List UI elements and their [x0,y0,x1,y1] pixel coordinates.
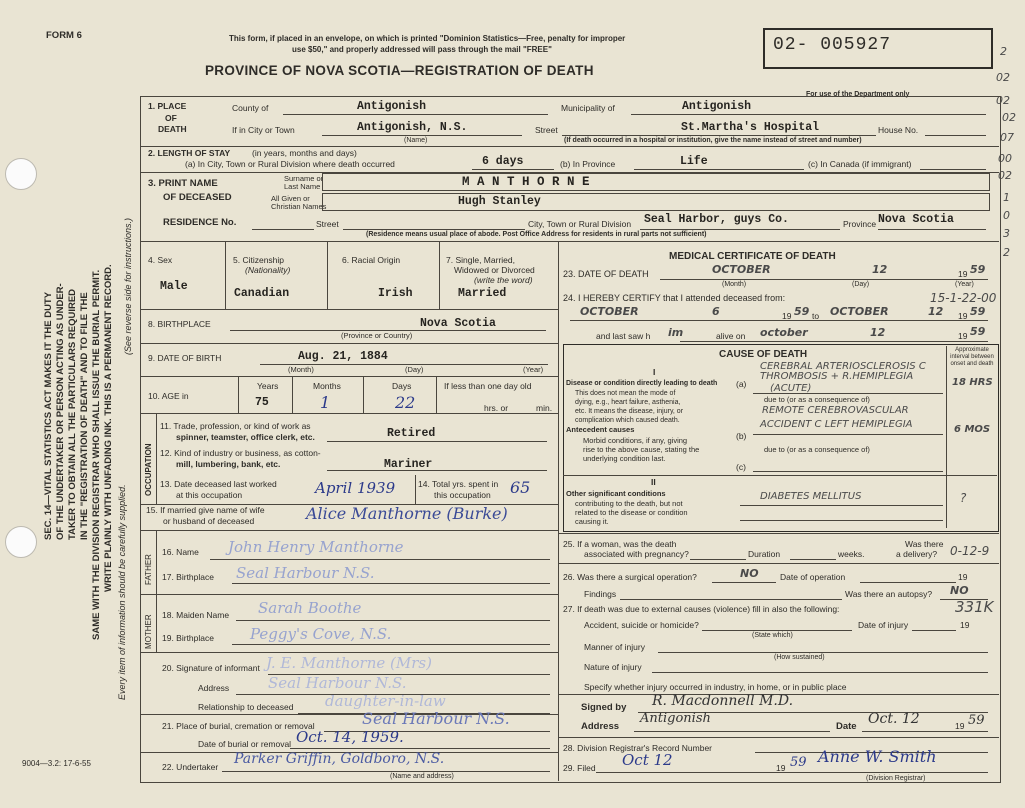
mother-birthplace-value: Peggy's Cove, N.S. [250,625,392,643]
racial-origin-value: Irish [378,287,413,300]
stay-province-label: (b) In Province [560,159,616,169]
form-number: FORM 6 [46,30,82,41]
street-label: Street [535,125,558,135]
relationship-label: Relationship to deceased [198,702,294,712]
occupation-section-label: OCCUPATION [144,443,153,496]
findings-label: Findings [584,589,617,599]
accident-caption: (State which) [752,632,793,639]
certificate-year-value: 59 [968,713,985,728]
age-min-label: min. [536,403,553,413]
side-instruction-5: SAME WITH THE DIVISION REGISTRAR WHO SHALL ISSUE THE BURIAL PERMIT. [91,269,102,640]
county-label: County of [232,103,269,113]
age-under-day-label: If less than one day old [444,381,532,391]
margin-code-11: 2 [1003,246,1010,259]
nature-label: Nature of injury [584,662,642,672]
surname-label: Surname or [284,174,324,183]
burial-place-label: 21. Place of burial, cremation or removal [162,721,315,731]
death-day-value: 12 [872,263,888,276]
age-months-value: 1 [320,393,331,412]
trade-label-2: spinner, teamster, office clerk, etc. [176,432,315,442]
side-instruction-8: (See reverse side for instructions.) [123,217,133,355]
total-years-value: 65 [510,478,531,497]
side-instruction-1: SEC. 14—VITAL STATISTICS ACT MAKES IT THE DUTY [43,291,54,540]
immediate-note-3: etc. It means the disease, injury, or [575,408,684,415]
date-of-death-label: 23. DATE OF DEATH [563,269,649,279]
margin-code-9: 0 [1003,209,1010,222]
cause-c-label: (c) [736,462,746,472]
marital-label: 7. Single, Married, [446,255,515,265]
certificate-date-value: Oct. 12 [868,711,920,727]
cause-a-line1: CEREBRAL ARTERIOSCLEROSIS C [760,361,926,372]
residence-note: (Residence means usual place of abode. Post Office Address for residents in rural parts not sufficient) [366,231,707,238]
death-year-value: 59 [970,263,986,276]
stay-canada-label: (c) In Canada (if immigrant) [808,159,912,169]
informant-label: 20. Signature of informant [162,663,260,673]
birthplace-value: Nova Scotia [420,317,496,330]
margin-code-5: 07 [1000,131,1014,144]
filed-date-value: Oct 12 [622,751,673,769]
residence-province-label: Province [843,219,877,229]
trade-label: 11. Trade, profession, or kind of work as [160,421,311,431]
punch-hole-top [5,158,37,190]
cause-a-line2: THROMBOSIS + R.HEMIPLEGIA [760,371,914,382]
age-days-value: 22 [395,393,416,412]
relationship-value: daughter-in-law [325,692,446,710]
antecedent-label: Antecedent causes [566,425,635,434]
attended-from-month: OCTOBER [580,305,639,318]
cause-b-line1: REMOTE CEREBROVASCULAR [762,405,909,416]
print-name-label-2: OF DECEASED [163,192,232,203]
other-note-3: causing it. [575,517,609,526]
due-to-label-2: due to (or as a consequence of) [764,445,870,454]
registrar-caption: (Division Registrar) [866,775,926,782]
external-causes-label: 27. If death was due to external causes (violence) fill in also the following: [563,604,840,614]
city-value: Antigonish, N.S. [357,121,468,134]
age-label: 10. AGE in [148,391,189,401]
death-day-caption: (Day) [852,281,870,288]
surname-label-2: Last Name [284,182,321,191]
house-number-label: House No. [878,125,919,135]
margin-code-7: 02 [998,169,1012,182]
attended-to-year: 59 [970,305,986,318]
spouse-value: Alice Manthorne (Burke) [306,504,508,523]
due-to-label-1: due to (or as a consequence of) [764,395,870,404]
last-saw-label: and last saw h [596,331,651,341]
signed-by-label: Signed by [581,702,627,713]
place-of-death-label: 1. PLACE [148,101,187,111]
side-instruction-6: WRITE PLAINLY WITH UNFADING INK. THIS IS A PERMANENT RECORD. [103,264,114,592]
medical-certificate-header: MEDICAL CERTIFICATE OF DEATH [669,251,836,262]
industry-label-2: mill, lumbering, bank, etc. [176,459,281,469]
other-conditions-label: Other significant conditions [566,489,666,498]
pregnancy-weeks-label: weeks. [838,549,865,559]
spouse-label-2: or husband of deceased [163,516,255,526]
last-worked-value: April 1939 [315,479,396,497]
attendance-stamp: 15-1-22-00 [930,291,997,305]
filed-year-value: 59 [790,755,807,770]
cause-of-death-header: CAUSE OF DEATH [719,349,808,360]
cause-b-line2: ACCIDENT C LEFT HEMIPLEGIA [760,419,913,430]
father-birthplace-label: 17. Birthplace [162,572,214,582]
given-name-label-2: Christian Names [271,202,327,211]
stay-province-value: Life [680,155,708,168]
external-code: 331K [955,598,994,616]
father-name-value: John Henry Manthorne [228,538,404,556]
informant-address-label: Address [198,683,230,693]
length-of-stay-note: (in years, months and days) [252,148,357,158]
margin-code-6: 00 [998,152,1012,165]
burial-date-value: Oct. 14, 1959. [296,728,404,746]
sex-value: Male [160,280,188,293]
marital-label-2: Widowed or Divorced [454,265,535,275]
antecedent-note-1: Morbid conditions, if any, giving [583,436,688,445]
certificate-date-label: Date [836,721,857,732]
immediate-note-2: dying, e.g., heart failure, asthenia, [575,399,681,406]
age-days-label: Days [392,381,412,391]
alive-on-year: 59 [970,325,986,338]
mailing-notice-line2: use $50," and properly addressed will pass through the mail "FREE" [292,45,552,54]
margin-code-1: 2 [1000,45,1007,58]
record-number-label: 28. Division Registrar's Record Number [563,743,713,753]
side-instruction-7: Every item of information should be carefully supplied. [117,484,127,700]
dob-year-caption: (Year) [523,365,544,374]
city-name-caption: (Name) [404,137,428,144]
birthplace-caption: (Province or Country) [341,331,413,340]
delivery-label-2: a delivery? [896,549,938,559]
marital-value: Married [458,287,507,300]
other-note-1: contributing to the death, but not [575,499,683,508]
margin-code-10: 3 [1003,227,1010,240]
form-title: PROVINCE OF NOVA SCOTIA—REGISTRATION OF DEATH [205,63,594,78]
margin-code-8: 1 [1003,191,1010,204]
place-of-death-label-3: DEATH [158,124,187,134]
cause-b-interval: 6 MOS [954,424,991,435]
trade-value: Retired [387,427,436,440]
attended-from-day: 6 [712,305,720,318]
interval-header: Approximate interval between onset and death [950,347,994,367]
residence-street-label: Street [316,219,339,229]
margin-code-4: 02 [1002,111,1016,124]
print-name-label: 3. PRINT NAME [148,178,218,189]
part-one-label: I [653,367,656,377]
immediate-note-4: complication which caused death. [575,417,680,424]
given-name-value: Hugh Stanley [458,195,541,208]
filed-label: 29. Filed [563,763,596,773]
attended-label: 24. I HEREBY CERTIFY that I attended deceased from: [563,293,786,303]
print-code: 9004—3.2: 17-6-55 [22,759,91,768]
pregnancy-duration-label: Duration [748,549,781,559]
father-name-label: 16. Name [162,547,199,557]
industry-label: 12. Kind of industry or business, as cotton- [160,448,321,458]
physician-signature: R. Macdonnell M.D. [652,693,794,709]
municipality-value: Antigonish [682,100,752,113]
manner-caption: (How sustained) [774,654,825,661]
part-two-label: II [651,477,656,487]
place-of-death-label-2: OF [165,113,177,123]
undertaker-value: Parker Griffin, Goldboro, N.S. [234,751,445,767]
alive-on-label: alive on [716,331,746,341]
margin-code-2: 02 [996,71,1010,84]
pregnancy-label: 25. If a woman, was the death [563,539,677,549]
marital-label-3: (write the word) [474,275,533,285]
burial-place-value: Seal Harbour N.S. [362,709,510,728]
father-birthplace-value: Seal Harbour N.S. [236,564,375,582]
surname-box [322,173,990,191]
registration-number: 02- 005927 [773,35,892,55]
residence-division-label: City, Town or Rural Division [528,219,632,229]
death-year-caption: (Year) [955,281,974,288]
registrar-signature: Anne W. Smith [818,747,937,766]
cause-a-label: (a) [736,379,747,389]
injury-year-prefix: 19 [960,620,970,630]
undertaker-caption: (Name and address) [390,773,454,780]
filed-year-prefix: 19 [776,763,786,773]
specify-label: Specify whether injury occurred in industry, in home, or in public place [584,682,847,692]
residence-province-value: Nova Scotia [878,213,954,226]
attended-to-month: OCTOBER [830,305,889,318]
attended-to-year-prefix: 19 [958,311,968,321]
punch-hole-bottom [5,526,37,558]
city-label: If in City or Town [232,125,295,135]
age-months-label: Months [313,381,341,391]
burial-date-label: Date of burial or removal [198,739,292,749]
attended-to-day: 12 [928,305,944,318]
other-conditions-value: DIABETES MELLITUS [760,491,862,502]
alive-on-day: 12 [870,326,886,339]
alive-on-month: october [760,326,808,339]
mother-maiden-name-value: Sarah Boothe [258,599,362,617]
alive-on-year-prefix: 19 [958,331,968,341]
physician-address-label: Address [581,721,620,732]
accident-label: Accident, suicide or homicide? [584,620,699,630]
undertaker-label: 22. Undertaker [162,762,219,772]
pregnancy-label-2: associated with pregnancy? [584,549,689,559]
age-hrs-label: hrs. or [484,403,509,413]
cause-a-line3: (ACUTE) [770,383,812,394]
attended-from-year-prefix: 19 [782,311,792,321]
autopsy-value: NO [950,584,969,597]
immediate-cause-label: Disease or condition directly leading to death [566,380,718,387]
informant-address-value: Seal Harbour N.S. [268,674,407,692]
department-use-note: For use of the Department only [806,91,910,98]
operation-year-prefix: 19 [958,572,968,582]
given-name-box [322,193,990,211]
sex-label: 4. Sex [148,255,173,265]
municipality-label: Municipality of [561,103,615,113]
death-month-caption: (Month) [722,281,747,288]
injury-date-label: Date of injury [858,620,909,630]
date-of-birth-label: 9. DATE OF BIRTH [148,353,222,363]
citizenship-label: 5. Citizenship [233,255,285,265]
side-instruction-3: TAKER TO OBTAIN ALL THE PARTICULARS REQUIRED [67,288,78,540]
county-value: Antigonish [357,100,427,113]
age-years-label: Years [257,381,279,391]
dob-day-caption: (Day) [405,365,424,374]
last-worked-label-2: at this occupation [176,490,243,500]
margin-code-3: 02 [996,94,1010,107]
cause-b-label: (b) [736,431,747,441]
institution-note: (If death occurred in a hospital or institution, give the name instead of street and number) [564,137,862,144]
death-month-value: OCTOBER [712,263,771,276]
birthplace-label: 8. BIRTHPLACE [148,319,211,329]
mother-section-label: MOTHER [144,614,153,649]
last-worked-label: 13. Date deceased last worked [160,479,277,489]
immediate-note-1: This does not mean the mode of [575,390,676,397]
delivery-code: 0-12-9 [950,544,990,558]
length-of-stay-label: 2. LENGTH OF STAY [148,148,231,158]
certificate-year-prefix: 19 [955,721,965,731]
side-instruction-2: OF THE UNDERTAKER OR PERSON ACTING AS UNDER- [55,283,66,540]
total-years-label-2: this occupation [434,490,491,500]
surgery-value: NO [740,567,759,580]
stay-city-label: (a) In City, Town or Rural Division where death occurred [185,159,395,169]
attended-to-label: to [812,311,820,321]
stay-city-value: 6 days [482,155,524,168]
surgery-label: 26. Was there a surgical operation? [563,572,697,582]
residence-division-value: Seal Harbor, guys Co. [644,213,789,226]
other-conditions-interval: ? [960,491,967,505]
surname-value: M A N T H O R N E [462,175,590,189]
other-note-2: related to the disease or condition [575,508,688,517]
antecedent-note-2: rise to the above cause, stating the [583,445,700,454]
antecedent-note-3: underlying condition last. [583,454,666,463]
mailing-notice-line1: This form, if placed in an envelope, on which is printed "Dominion Statistics—Free, penalty for improper [229,34,626,43]
side-instruction-4: IN THE "REGISTRATION OF DEATH" AND TO FILE THE [79,292,90,540]
attended-from-year: 59 [794,305,810,318]
last-saw-value: im [668,326,684,339]
cause-a-interval: 18 HRS [952,377,993,388]
total-years-label: 14. Total yrs. spent in [418,479,499,489]
manner-label: Manner of injury [584,642,645,652]
racial-origin-label: 6. Racial Origin [342,255,401,265]
spouse-label: 15. If married give name of wife [146,505,265,515]
dob-month-caption: (Month) [288,365,314,374]
operation-date-label: Date of operation [780,572,846,582]
death-year-prefix: 19 [958,269,968,279]
citizenship-value: Canadian [234,287,290,300]
delivery-label: Was there [905,539,944,549]
mother-birthplace-label: 19. Birthplace [162,633,214,643]
residence-label: RESIDENCE No. [163,217,237,228]
age-years-value: 75 [255,396,269,409]
informant-signature: J. E. Manthorne (Mrs) [266,654,432,672]
mother-maiden-name-label: 18. Maiden Name [162,610,230,620]
given-name-label: All Given or [271,194,310,203]
citizenship-sub: (Nationality) [245,265,291,275]
industry-value: Mariner [384,458,433,471]
father-section-label: FATHER [144,554,153,585]
physician-address-value: Antigonish [640,711,711,726]
hospital-value: St.Martha's Hospital [681,121,820,134]
date-of-birth-value: Aug. 21, 1884 [298,350,388,363]
autopsy-label: Was there an autopsy? [845,589,933,599]
